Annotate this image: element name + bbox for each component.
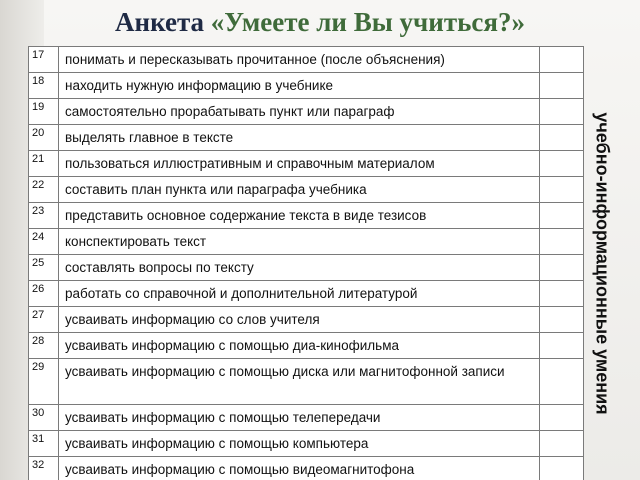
row-text: выделять главное в тексте [59,125,540,151]
answer-cell[interactable] [540,73,584,99]
answer-cell[interactable] [540,405,584,431]
row-text: конспектировать текст [59,229,540,255]
answer-cell[interactable] [540,281,584,307]
row-number: 21 [29,151,59,177]
row-number: 19 [29,99,59,125]
answer-cell[interactable] [540,99,584,125]
row-text: составлять вопросы по тексту [59,255,540,281]
row-number: 17 [29,47,59,73]
row-number: 24 [29,229,59,255]
table-row [29,229,584,255]
title-prefix: Анкета [115,7,205,37]
row-number: 18 [29,73,59,99]
row-number: 20 [29,125,59,151]
row-text: работать со справочной и дополнительной литературой [59,281,540,307]
row-text: усваивать информацию с помощью диа-кинофильма [59,333,540,359]
title-main: «Умеете ли Вы учиться?» [210,7,525,37]
row-number: 29 [29,359,59,405]
row-text: усваивать информацию с помощью телепередачи [59,405,540,431]
table-row [29,151,584,177]
table-row [29,47,584,73]
row-text: усваивать информацию с помощью видеомагнитофона [59,457,540,480]
table-row [29,457,584,480]
table-row [29,125,584,151]
table-row [29,255,584,281]
answer-cell[interactable] [540,307,584,333]
row-text: самостоятельно прорабатывать пункт или параграф [59,99,540,125]
answer-cell[interactable] [540,229,584,255]
row-text: представить основное содержание текста в виде тезисов [59,203,540,229]
answer-cell[interactable] [540,47,584,73]
table-row [29,359,584,405]
answer-cell[interactable] [540,203,584,229]
side-caption [584,46,620,480]
row-number: 26 [29,281,59,307]
row-number: 30 [29,405,59,431]
row-text: понимать и пересказывать прочитанное (после объяснения) [59,47,540,73]
survey-table [28,46,584,480]
row-number: 22 [29,177,59,203]
side-caption-text: учебно-информационные умения [592,111,613,415]
answer-cell[interactable] [540,431,584,457]
table-row [29,281,584,307]
answer-cell[interactable] [540,151,584,177]
row-text: усваивать информацию с помощью диска или магнитофонной записи [59,359,540,405]
row-number: 23 [29,203,59,229]
row-number: 31 [29,431,59,457]
answer-cell[interactable] [540,333,584,359]
row-text: пользоваться иллюстративным и справочным материалом [59,151,540,177]
answer-cell[interactable] [540,255,584,281]
row-text: усваивать информацию со слов учителя [59,307,540,333]
row-text: усваивать информацию с помощью компьютера [59,431,540,457]
row-number: 28 [29,333,59,359]
table-row [29,177,584,203]
row-number: 32 [29,457,59,480]
answer-cell[interactable] [540,177,584,203]
table-row [29,431,584,457]
row-text: составить план пункта или параграфа учебника [59,177,540,203]
answer-cell[interactable] [540,125,584,151]
table-row [29,405,584,431]
table-row [29,203,584,229]
row-number: 25 [29,255,59,281]
row-number: 27 [29,307,59,333]
page-title [0,2,640,42]
table-row [29,307,584,333]
answer-cell[interactable] [540,457,584,480]
table-row [29,99,584,125]
table-row [29,333,584,359]
table-row [29,73,584,99]
answer-cell[interactable] [540,359,584,405]
row-text: находить нужную информацию в учебнике [59,73,540,99]
